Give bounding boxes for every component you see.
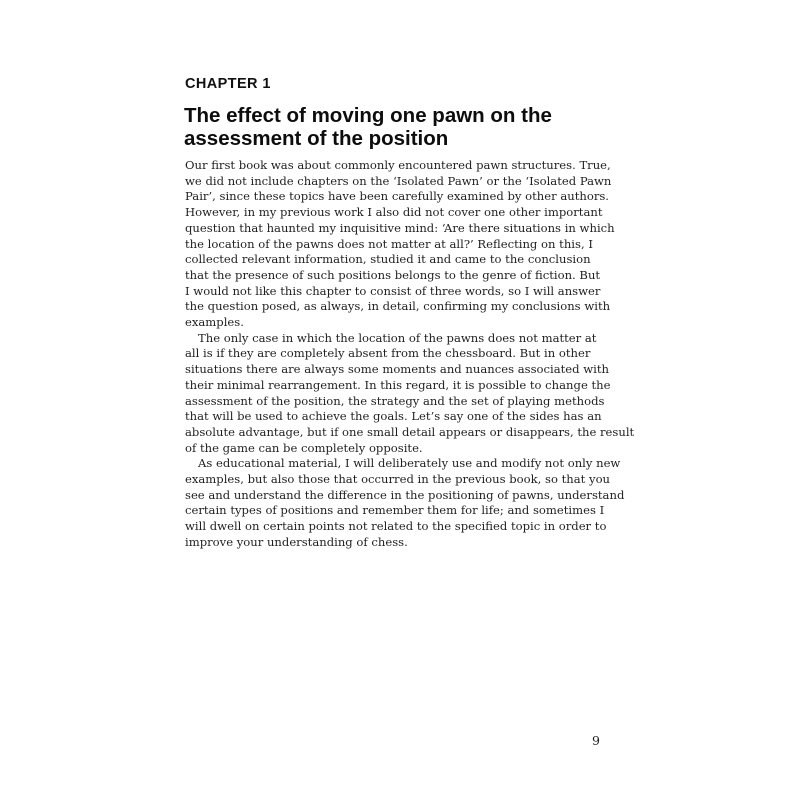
text-line: the location of the pawns does not matter at all?’ Reflecting on this, I — [185, 236, 593, 251]
text-line: question that haunted my inquisitive mind: ‘Are there situations in which — [185, 220, 615, 235]
text-line: As educational material, I will deliberately use and modify not only new — [198, 456, 621, 471]
text-line: all is if they are completely absent from the chessboard. But in other — [185, 346, 591, 361]
text-line: I would not like this chapter to consist of three words, so I will answer — [185, 283, 601, 298]
text-line: their minimal rearrangement. In this regard, it is possible to change the — [185, 377, 611, 392]
text-line: the question posed, as always, in detail, confirming my conclusions with — [185, 299, 611, 314]
chapter-label: CHAPTER 1 — [185, 76, 271, 92]
text-line: examples, but also those that occurred in the previous book, so that you — [185, 472, 611, 487]
text-line: certain types of positions and remember them for life; and sometimes I — [185, 503, 605, 518]
paragraph-1 — [185, 158, 615, 331]
text-line: see and understand the difference in the positioning of pawns, understand — [185, 487, 625, 502]
chapter-title — [184, 104, 624, 150]
text-line: The only case in which the location of the pawns does not matter at — [198, 330, 597, 345]
text-line: Our first book was about commonly encountered pawn structures. True, — [185, 158, 611, 172]
text-line: collected relevant information, studied it and came to the conclusion — [185, 252, 591, 267]
text-line: assessment of the position, the strategy and the set of playing methods — [185, 393, 605, 408]
text-line: will dwell on certain points not related to the specified topic in order to — [185, 519, 607, 534]
text-line: situations there are always some moments and nuances associated with — [185, 362, 609, 377]
chapter-title-line: The effect of moving one pawn on the — [184, 104, 552, 127]
text-line: absolute advantage, but if one small detail appears or disappears, the result — [185, 424, 635, 439]
text-line: improve your understanding of chess. — [185, 534, 408, 549]
paragraph-3 — [185, 456, 625, 550]
text-line: Pair’, since these topics have been carefully examined by other authors. — [185, 189, 609, 204]
text-line: of the game can be completely opposite. — [185, 440, 423, 455]
text-line: we did not include chapters on the ‘Isolated Pawn’ or the ‘Isolated Pawn — [185, 173, 612, 188]
text-line: that will be used to achieve the goals. Let’s say one of the sides has an — [185, 409, 602, 424]
body-text — [185, 158, 635, 551]
text-line: that the presence of such positions belongs to the genre of fiction. But — [185, 267, 601, 282]
chapter-title-line: assessment of the position — [184, 127, 449, 150]
text-line: However, in my previous work I also did not cover one other important — [185, 205, 603, 220]
page-number: 9 — [592, 733, 600, 748]
text-line: examples. — [185, 315, 244, 330]
paragraph-2 — [185, 330, 635, 457]
